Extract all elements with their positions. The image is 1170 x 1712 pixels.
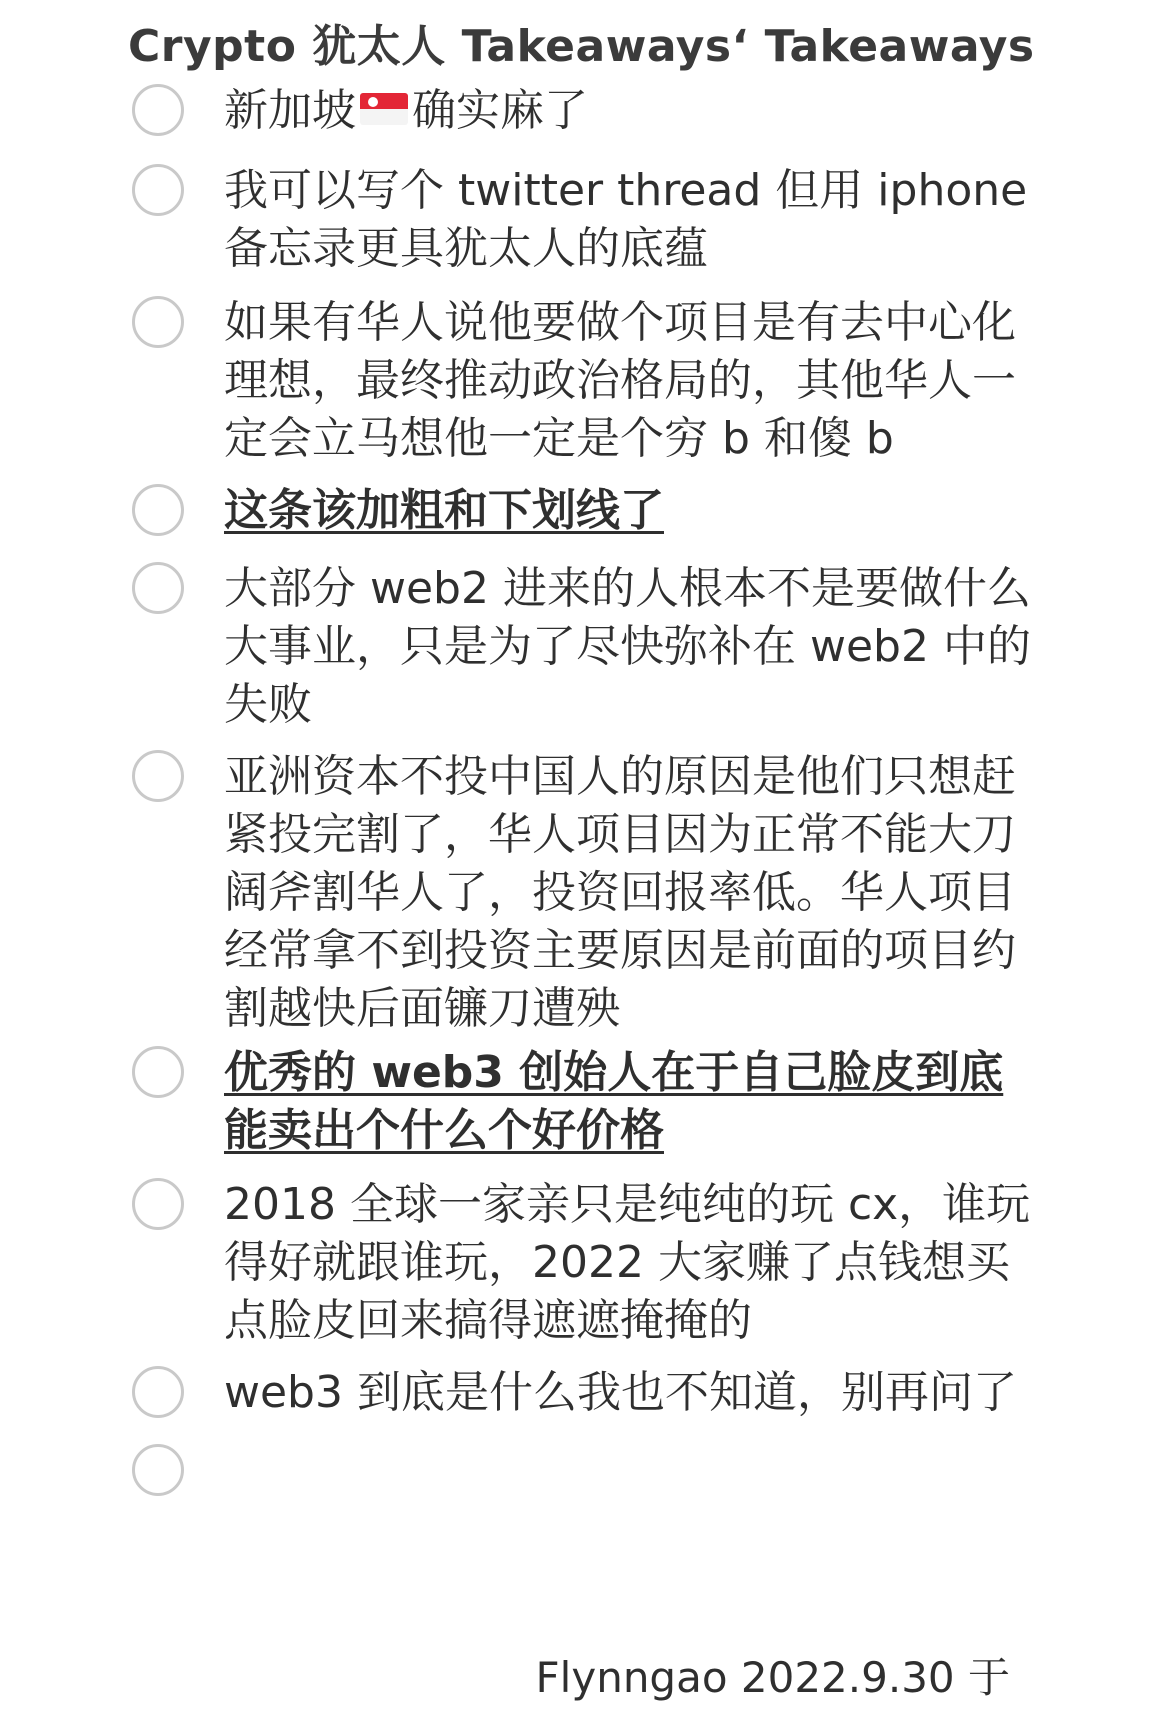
note-title: Crypto 犹太人 Takeaways‘ Takeaways: [128, 21, 1035, 72]
list-item-text: 大部分 web2 进来的人根本不是要做什么大事业，只是为了尽快弥补在 web2 中的失败: [224, 563, 1031, 730]
item-text-post: 确实麻了: [412, 85, 588, 136]
checkbox-circle[interactable]: [132, 1046, 184, 1098]
checkbox-circle[interactable]: [132, 1366, 184, 1418]
list-item-text: 2018 全球一家亲只是纯纯的玩 cx，谁玩得好就跟谁玩，2022 大家赚了点钱想买点脸皮回来搞得遮遮掩掩的: [224, 1179, 1031, 1346]
checkbox-circle[interactable]: [132, 1444, 184, 1496]
list-item-text: 这条该加粗和下划线了: [224, 485, 664, 536]
list-item-text: web3 到底是什么我也不知道，别再问了: [224, 1367, 1017, 1418]
checkbox-circle[interactable]: [132, 562, 184, 614]
checkbox-circle[interactable]: [132, 164, 184, 216]
checkbox-circle[interactable]: [132, 750, 184, 802]
signature: Flynngao 2022.9.30 于: [535, 1653, 1010, 1702]
checkbox-circle[interactable]: [132, 484, 184, 536]
item-text-pre: 新加坡: [224, 85, 356, 136]
checkbox-circle[interactable]: [132, 84, 184, 136]
list-item-text: 如果有华人说他要做个项目是有去中心化理想，最终推动政治格局的，其他华人一定会立马想他一定是个穷 b 和傻 b: [224, 297, 1016, 464]
list-item-text: 优秀的 web3 创始人在于自己脸皮到底能卖出个什么个好价格: [224, 1047, 1004, 1156]
checkbox-circle[interactable]: [132, 296, 184, 348]
list-item-text: [224, 82, 1044, 140]
list-item-text: 亚洲资本不投中国人的原因是他们只想赶紧投完割了，华人项目因为正常不能大刀阔斧割华人了，投资回报率低。华人项目经常拿不到投资主要原因是前面的项目约割越快后面镰刀遭殃: [224, 751, 1016, 1034]
list-item-text: 我可以写个 twitter thread 但用 iphone 备忘录更具犹太人的底蕴: [224, 165, 1028, 274]
checkbox-circle[interactable]: [132, 1178, 184, 1230]
singapore-flag-icon: [360, 93, 408, 125]
